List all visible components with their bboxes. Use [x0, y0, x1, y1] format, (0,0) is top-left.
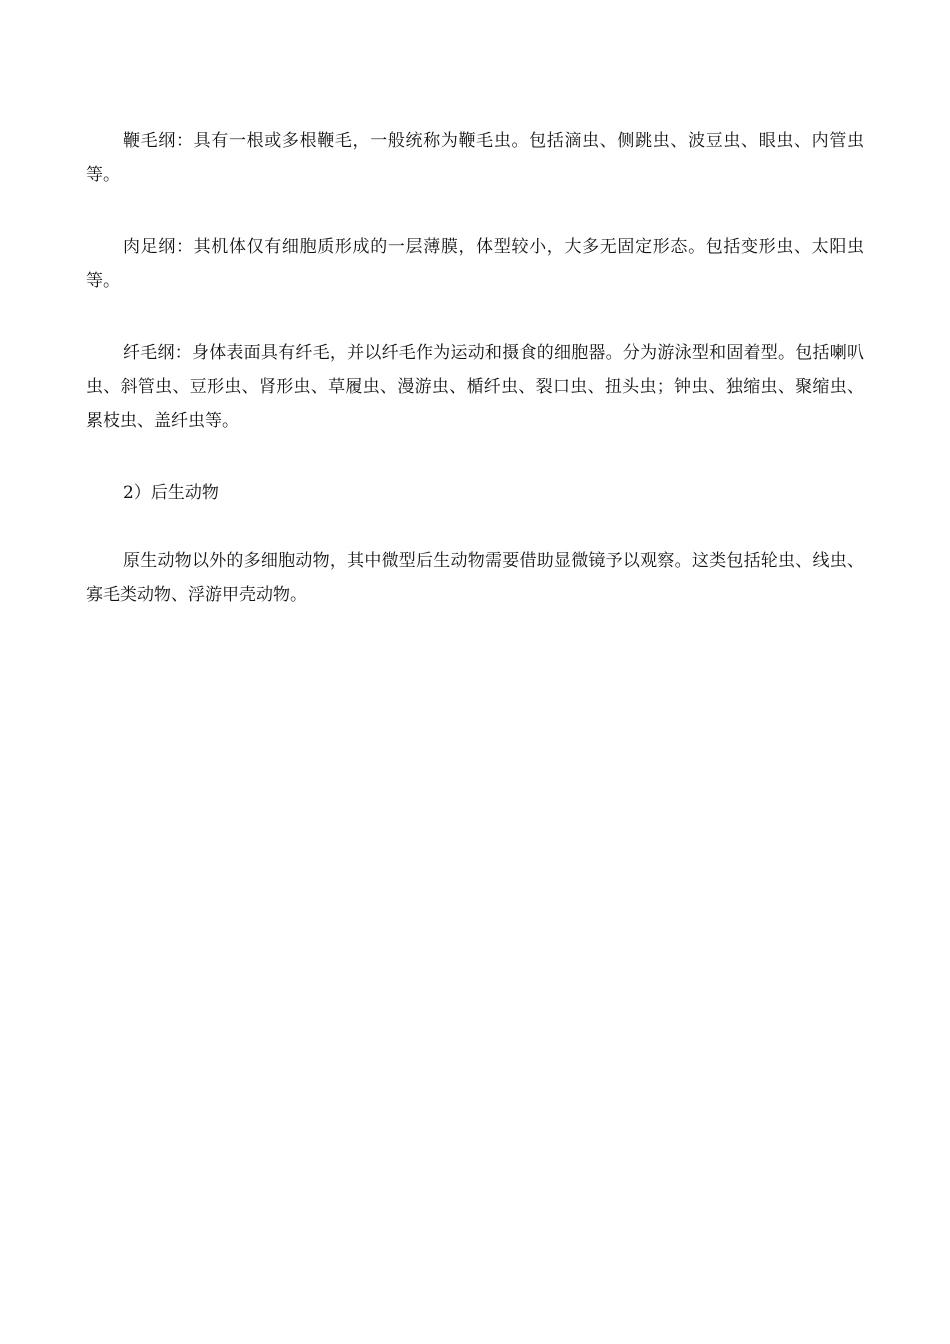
paragraph-metazoa: 原生动物以外的多细胞动物，其中微型后生动物需要借助显微镜予以观察。这类包括轮虫、线虫、寡毛类动物、浮游甲壳动物。 [86, 551, 864, 605]
paragraph-flagellata: 鞭毛纲：具有一根或多根鞭毛，一般统称为鞭毛虫。包括滴虫、侧跳虫、波豆虫、眼虫、内管虫等。 [86, 131, 864, 185]
document-body [86, 124, 864, 650]
paragraph-ciliata: 纤毛纲：身体表面具有纤毛，并以纤毛作为运动和摄食的细胞器。分为游泳型和固着型。包括喇叭虫、斜管虫、豆形虫、肾形虫、草履虫、漫游虫、楯纤虫、裂口虫、扭头虫；钟虫、独缩虫、聚缩虫、累枝虫、盖纤虫等。 [86, 343, 864, 431]
section-heading: 2）后生动物 [123, 483, 219, 503]
paragraph-sarcodina: 肉足纲：其机体仅有细胞质形成的一层薄膜，体型较小，大多无固定形态。包括变形虫、太阳虫等。 [86, 237, 864, 291]
